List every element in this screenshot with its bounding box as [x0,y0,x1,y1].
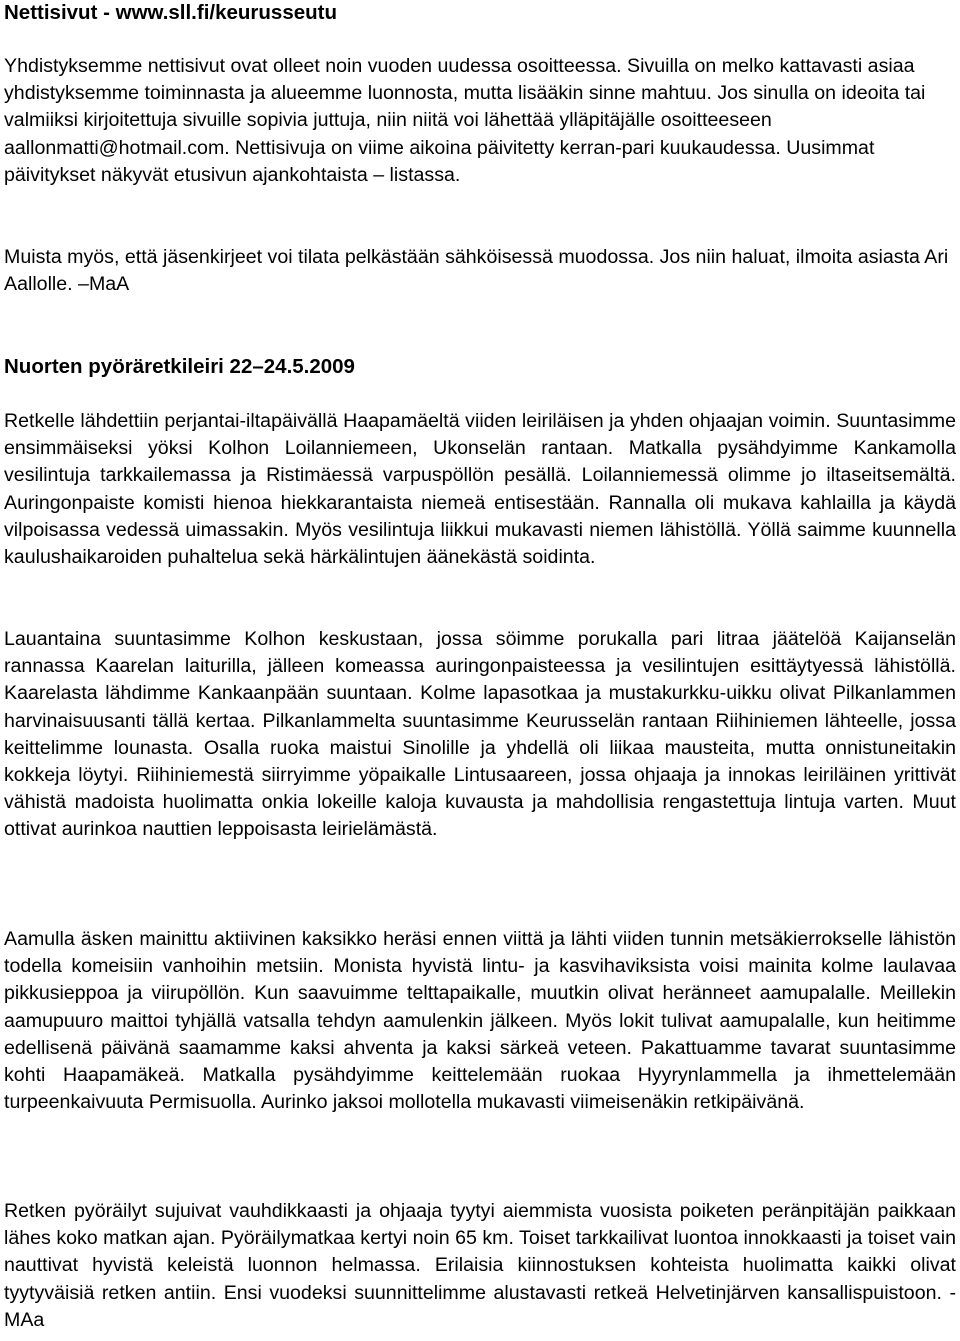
camp-heading: Nuorten pyöräretkileiri 22–24.5.2009 [4,355,355,378]
camp-paragraph-3: Aamulla äsken mainittu aktiivinen kaksikko heräsi ennen viittä ja lähti viiden tunnin metsäkierrokselle lähistön todella komeisiin vanhoihin metsiin. Monista hyvistä lintu- ja kasvihaviksista voisi mainita kolme laulavaa pikkusieppoa ja viirupöllön. Kun saavuimme telttapaikalle, muutkin olivat heränneet aamupalalle. Meillekin aamupuuro maittoi tyhjällä vatsalla tehdyn aamulenkin jälkeen. Myös lokit tulivat aamupalalle, kun heitimme edellisenä päivänä saamamme kaksi ahventa ja kaksi särkeä veteen. Pakattuamme tavarat suuntasimme kohti Haapamäkeä. Matkalla pysähdyimme keittelemään ruokaa Hyyrynlammella ja ihmettelemään turpeenkaivuuta Permisuolla. Aurinko jaksoi mollotella mukavasti viimeisenäkin retkipäivänä. [4,928,956,1114]
camp-paragraph-4: Retken pyöräilyt sujuivat vauhdikkaasti ja ohjaaja tyytyi aiemmista vuosista poiketen peränpitäjän paikkaan lähes koko matkan ajan. Pyöräilymatkaa kertyi noin 65 km. Toiset tarkkailivat luontoa innokkaasti ja toiset vain nauttivat hyvistä keleistä luonnon helmassa. Erilaisia kiinnostuksen kohteista huolimatta kaikki olivat tyytyväisiä retken antiin. Ensi vuodeksi suunnittelimme alustavasti retkeä Helvetinjärven kansallispuistoon. -MAa [4,1200,956,1331]
website-paragraph-2: Muista myös, että jäsenkirjeet voi tilata pelkästään sähköisessä muodossa. Jos niin haluat, ilmoita asiasta Ari Aallolle. –MaA [4,246,949,296]
website-heading: Nettisivut - www.sll.fi/keurusseutu [4,1,337,24]
website-paragraph-1: Yhdistyksemme nettisivut ovat olleet noin vuoden uudessa osoitteessa. Sivuilla on melko kattavasti asiaa yhdistyksemme toiminnasta ja alueemme luonnosta, mutta lisääkin sinne mahtuu. Jos sinulla on ideoita tai valmiiksi kirjoitettuja sivuille sopivia juttuja, niin niitä voi lähettää ylläpitäjälle osoitteeseen aallonmatti@hotmail.com. Nettisivuja on viime aikoina päivitetty kerran-pari kuukaudessa. Uusimmat päivitykset näkyvät etusivun ajankohtaista – listassa. [4,55,926,186]
camp-paragraph-1: Retkelle lähdettiin perjantai-iltapäivällä Haapamäeltä viiden leiriläisen ja yhden ohjaajan voimin. Suuntasimme ensimmäiseksi yöksi Kolhon Loilanniemeen, Ukonselän rantaan. Matkalla pysähdyimme Kankamolla vesilintuja tarkkailemassa ja Ristimäessä varpuspöllön pesällä. Loilanniemessä olimme jo iltaseitsemältä. Auringonpaiste komisti hienoa hiekkarantaista niemeä entisestään. Rannalla oli mukava kahlailla ja käydä vilpoisassa vedessä uimassakin. Myös vesilintuja liikkui mukavasti niemen lähistöllä. Yöllä saimme kuunnella kaulushaikaroiden puhaltelua sekä härkälintujen äänekästä soidinta. [4,410,956,569]
camp-paragraph-2: Lauantaina suuntasimme Kolhon keskustaan, jossa söimme porukalla pari litraa jäätelöä Kaijanselän rannassa Kaarelan laiturilla, jälleen komeassa auringonpaisteessa ja vesilintujen esittäytyessä lähistöllä. Kaarelasta lähdimme Kankaanpään suuntaan. Kolme lapasotkaa ja mustakurkku-uikku olivat Pilkanlammen harvinaisuusanti tällä kertaa. Pilkanlammelta suuntasimme Keurusselän rantaan Riihiniemen lähteelle, jossa keittelimme lounasta. Osalla ruoka maistui Sinolille ja yhdellä oli liikaa mausteita, mutta onnistuneitakin kokkeja löytyi. Riihiniemestä siirryimme yöpaikalle Lintusaareen, jossa ohjaaja ja innokas leiriläinen yrittivät vähistä madoista huolimatta onkia lokeille kaloja kuvausta ja mahdollisia rengastettuja lintuja varten. Muut ottivat aurinkoa nauttien leppoisasta leirielämästä. [4,628,956,841]
